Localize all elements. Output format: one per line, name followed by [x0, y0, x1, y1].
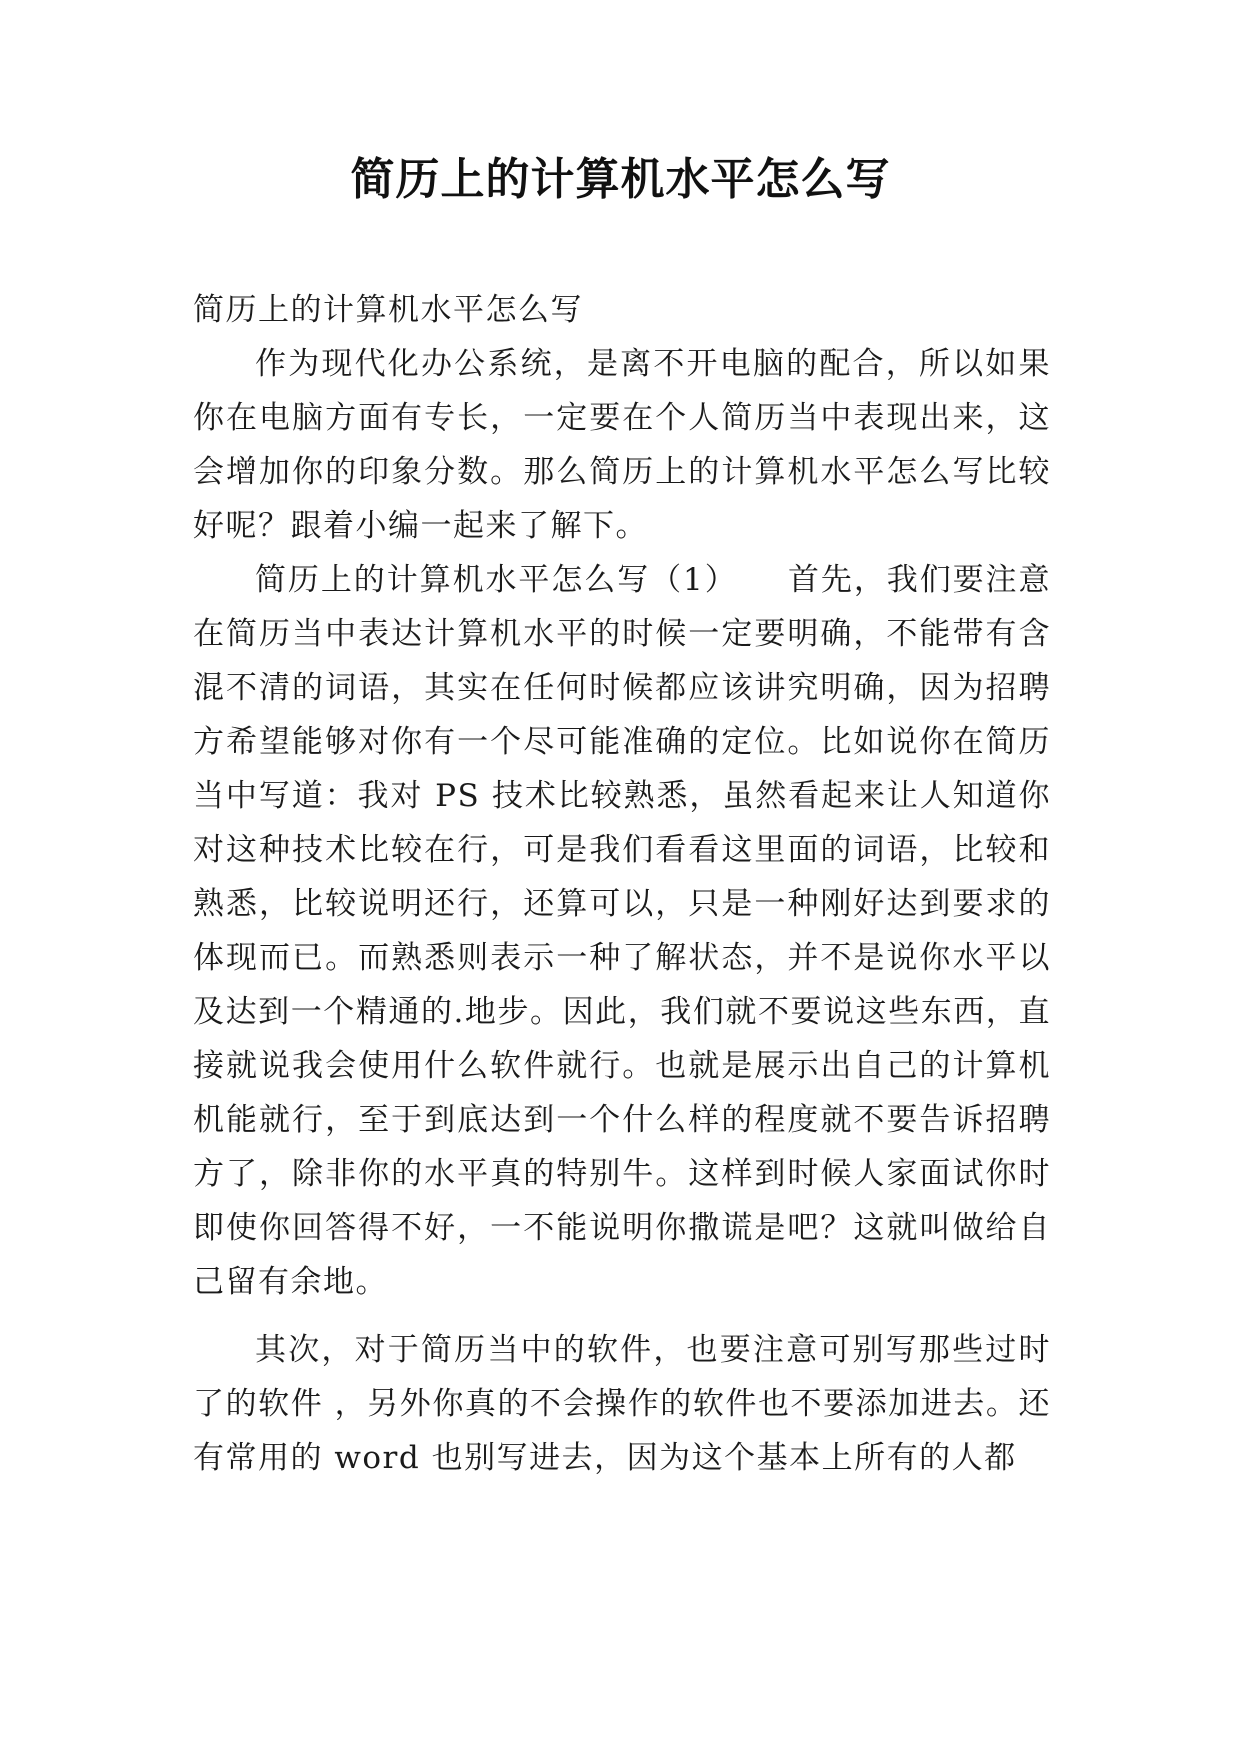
- paragraph-intro: 作为现代化办公系统，是离不开电脑的配合，所以如果你在电脑方面有专长，一定要在个人简历当中表现出来，这会增加你的印象分数。那么简历上的计算机水平怎么写比较好呢？跟着小编一起来了解下。: [193, 346, 1051, 544]
- paragraph-heading: 简历上的计算机水平怎么写: [193, 292, 583, 328]
- document-body: [193, 283, 1051, 1485]
- paragraph-first-point: 简历上的计算机水平怎么写（1） 首先，我们要注意在简历当中表达计算机水平的时候一定要明确，不能带有含混不清的词语，其实在任何时候都应该讲究明确，因为招聘方希望能够对你有一个尽可能准确的定位。比如说你在简历当中写道：我对 PS 技术比较熟悉，虽然看起来让人知道你对这种技术比较在行，可是我们看看这里面的词语，比较和熟悉，比较说明还行，还算可以，只是一种刚好达到要求的体现而已。而熟悉则表示一种了解状态，并不是说你水平以及达到一个精通的.地步。因此，我们就不要说这些东西，直接就说我会使用什么软件就行。也就是展示出自己的计算机机能就行，至于到底达到一个什么样的程度就不要告诉招聘方了，除非你的水平真的特别牛。这样到时候人家面试你时即使你回答得不好，一不能说明你撒谎是吧？这就叫做给自己留有余地。: [193, 562, 1051, 1300]
- paragraph-second-point: 其次，对于简历当中的软件，也要注意可别写那些过时了的软件 ，另外你真的不会操作的软件也不要添加进去。还有常用的 word 也别写进去，因为这个基本上所有的人都: [193, 1332, 1051, 1476]
- document-title: 简历上的计算机水平怎么写: [350, 154, 891, 205]
